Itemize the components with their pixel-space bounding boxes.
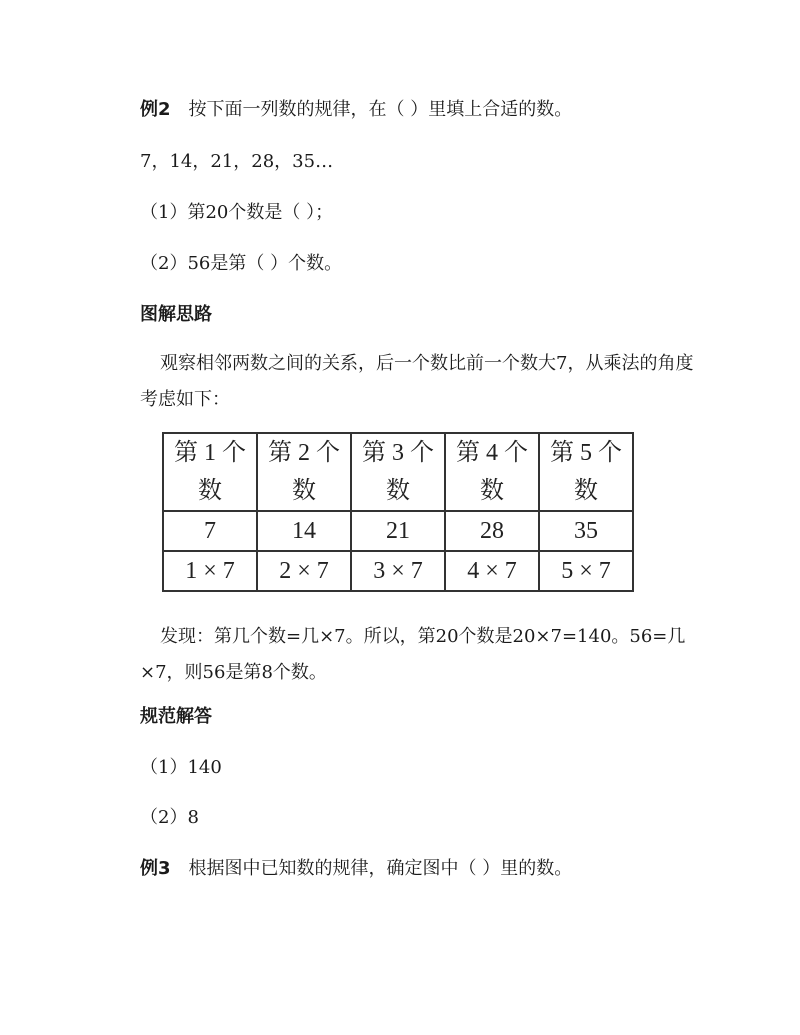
pattern-table xyxy=(162,432,634,592)
example3-label: 例3 xyxy=(140,858,171,879)
table-values-row xyxy=(163,511,633,551)
table-value-cell: 14 xyxy=(257,511,351,551)
table-header-row xyxy=(163,433,633,511)
sequence-text: 7，14，21，28，35… xyxy=(140,151,334,172)
table-products-row xyxy=(163,551,633,591)
solution-heading: 规范解答 xyxy=(140,706,212,727)
finding-text: 发现：第几个数=几×7。所以，第20个数是20×7=140。56=几×7，则56是第8个数。 xyxy=(140,626,686,683)
table-value-cell: 28 xyxy=(445,511,539,551)
table-header-cell: 第 3 个 数 xyxy=(351,433,445,511)
table-product-cell: 1 × 7 xyxy=(163,551,257,591)
table-product-cell: 2 × 7 xyxy=(257,551,351,591)
table-value-cell: 21 xyxy=(351,511,445,551)
example3-line xyxy=(140,857,572,881)
table-value-cell: 35 xyxy=(539,511,633,551)
analysis-text: 观察相邻两数之间的关系，后一个数比前一个数大7，从乘法的角度考虑如下： xyxy=(140,353,694,410)
table-product-cell: 4 × 7 xyxy=(445,551,539,591)
example2-question: 按下面一列数的规律，在（ ）里填上合适的数。 xyxy=(188,99,573,120)
example2-line xyxy=(140,98,572,122)
answer-2: （2）8 xyxy=(140,807,199,828)
table-header-cell: 第 4 个 数 xyxy=(445,433,539,511)
table-product-cell: 3 × 7 xyxy=(351,551,445,591)
table-header-cell: 第 2 个 数 xyxy=(257,433,351,511)
table-header-cell: 第 1 个 数 xyxy=(163,433,257,511)
table-value-cell: 7 xyxy=(163,511,257,551)
question-1: （1）第20个数是（ ）； xyxy=(140,202,334,223)
answer-1: （1）140 xyxy=(140,757,222,778)
analysis-heading: 图解思路 xyxy=(140,304,212,325)
example3-question: 根据图中已知数的规律，确定图中（ ）里的数。 xyxy=(188,858,573,879)
table-product-cell: 5 × 7 xyxy=(539,551,633,591)
question-2: （2）56是第（ ）个数。 xyxy=(140,253,343,274)
table-header-cell: 第 5 个 数 xyxy=(539,433,633,511)
example2-label: 例2 xyxy=(140,99,171,120)
